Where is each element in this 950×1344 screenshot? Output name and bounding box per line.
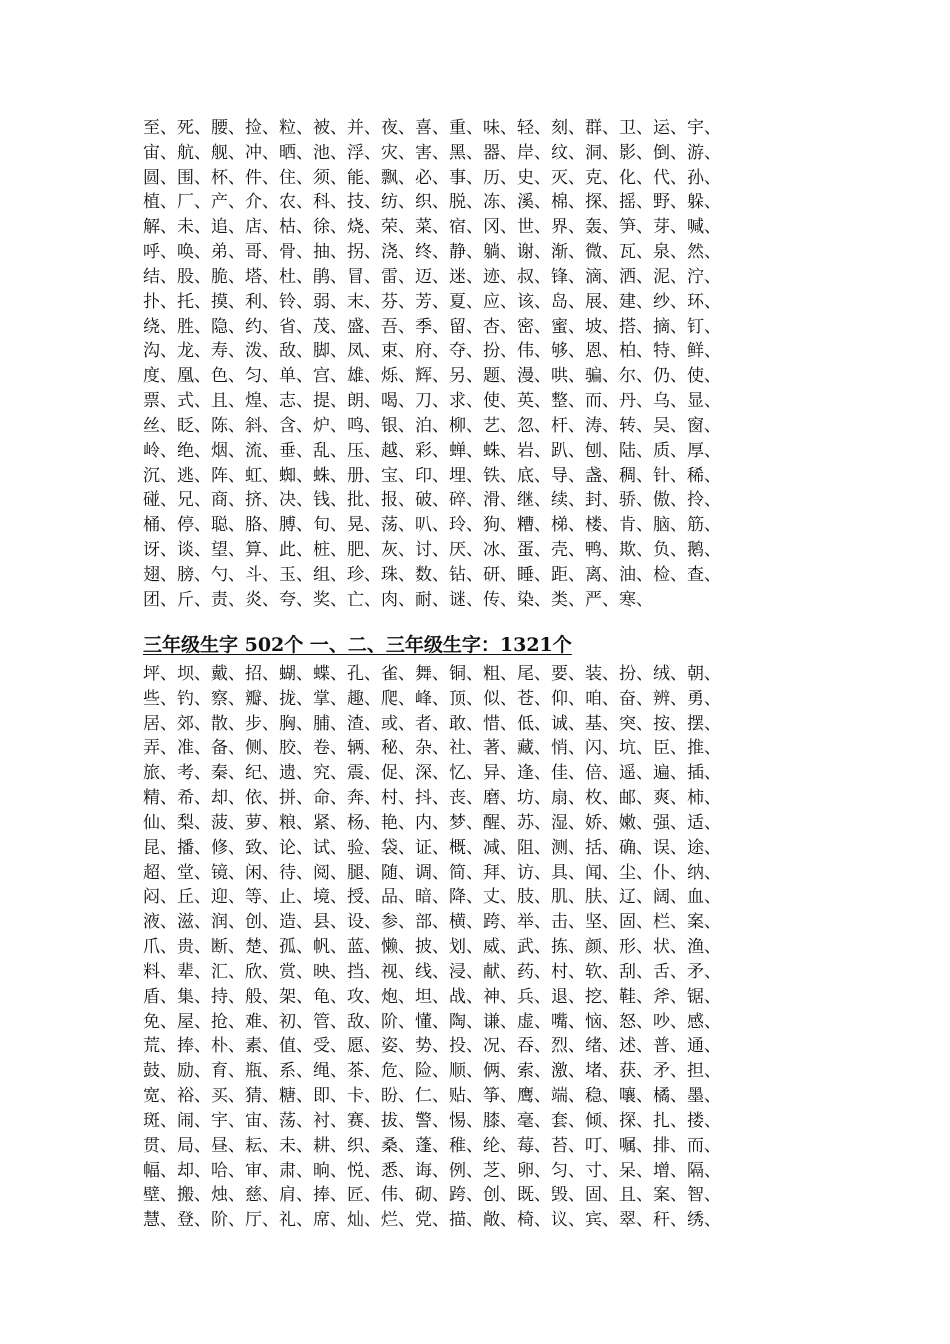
character-line: 翅、膀、勺、斗、玉、组、珍、珠、数、钻、研、睡、距、离、油、检、查、: [143, 564, 721, 585]
character-line: 植、厂、产、介、农、科、技、纺、织、脱、冻、溪、棉、探、摇、野、躲、: [143, 192, 721, 213]
character-line: 料、辈、汇、欣、赏、映、挡、视、线、浸、献、药、村、软、刮、舌、矛、: [143, 961, 721, 982]
character-line: 精、希、却、依、拼、命、奔、村、抖、丧、磨、坊、扇、枚、邮、爽、柿、: [143, 788, 721, 809]
character-line: 超、堂、镜、闲、待、阅、腿、随、调、简、拜、访、具、闻、尘、仆、纳、: [143, 862, 721, 883]
character-line: 昆、播、修、致、论、试、验、袋、证、概、减、阻、测、括、确、误、途、: [143, 837, 721, 858]
character-line: 免、屋、抢、难、初、管、敌、阶、懂、陶、谦、虚、嘴、恼、怒、吵、感、: [143, 1011, 721, 1032]
character-line: 旅、考、秦、纪、遗、究、震、促、深、忆、异、逢、佳、倍、遥、遍、插、: [143, 763, 721, 784]
character-line: 慧、登、阶、厅、礼、席、灿、烂、党、描、敞、椅、议、宾、翠、秆、绣、: [143, 1210, 721, 1231]
character-line: 解、未、追、店、枯、徐、烧、荣、菜、宿、冈、世、界、轰、笋、芽、喊、: [143, 217, 721, 238]
character-line: 盾、集、持、般、架、龟、攻、炮、坦、战、神、兵、退、挖、鞋、斧、锯、: [143, 986, 721, 1007]
character-line: 碰、兄、商、挤、决、钱、批、报、破、碎、滑、继、续、封、骄、傲、拎、: [143, 490, 721, 511]
character-line: 仙、梨、菠、萝、粮、紧、杨、艳、内、梦、醒、苏、湿、娇、嫩、强、适、: [143, 812, 721, 833]
character-line: 沉、逃、阵、虹、蜘、蛛、册、宝、印、埋、铁、底、导、盏、稠、针、稀、: [143, 465, 721, 486]
character-line: 液、滋、润、创、造、县、设、参、部、横、跨、举、击、坚、固、栏、案、: [143, 912, 721, 933]
character-line: 宽、裕、买、猜、糖、即、卡、盼、仁、贴、筝、鹰、端、稳、嚷、橘、墨、: [143, 1086, 721, 1107]
character-line: 斑、闹、宇、宙、荡、衬、赛、拔、警、惕、膝、毫、套、倾、探、扎、搂、: [143, 1110, 721, 1131]
character-line: 沟、龙、寿、泼、敌、脚、凤、束、府、夺、扮、伟、够、恩、柏、特、鲜、: [143, 341, 721, 362]
character-line: 弄、准、备、侧、胶、卷、辆、秘、杂、社、著、藏、悄、闪、坑、臣、推、: [143, 738, 721, 759]
character-line: 呼、唤、弟、哥、骨、抽、拐、浇、终、静、躺、谢、渐、微、瓦、泉、然、: [143, 242, 721, 263]
character-line: 度、凰、色、匀、单、宫、雄、烁、辉、另、题、漫、哄、骗、尔、仍、使、: [143, 366, 721, 387]
character-line: 些、钓、察、瓣、拢、掌、趣、爬、峰、顶、似、苍、仰、咱、奋、辨、勇、: [143, 688, 721, 709]
character-line: 壁、搬、烛、慈、肩、捧、匠、伟、砌、跨、创、既、毁、固、且、案、智、: [143, 1185, 721, 1206]
character-line: 团、斤、责、炎、夸、奖、亡、肉、耐、谜、传、染、类、严、寒、: [143, 589, 653, 610]
character-list-block-1: [143, 116, 823, 613]
character-line: 讶、谈、望、算、此、桩、肥、灰、讨、厌、冰、蛋、壳、鸭、欺、负、鹅、: [143, 540, 721, 561]
character-line: 丝、眨、陈、斜、含、炉、鸣、银、泊、柳、艺、忽、杆、涛、转、吴、窗、: [143, 415, 721, 436]
character-line: 坪、坝、戴、招、蝴、蝶、孔、雀、舞、铜、粗、尾、要、装、扮、绒、朝、: [143, 664, 721, 684]
character-line: 幅、却、哈、审、肃、晌、悦、悉、诲、例、芝、卵、匀、寸、呆、增、隔、: [143, 1160, 721, 1181]
character-line: 桶、停、聪、胳、膊、旬、晃、荡、叭、玲、狗、糟、梯、楼、肯、脑、筋、: [143, 515, 721, 536]
section-heading: 三年级生字 502个 一、二、三年级生字：1321个: [143, 634, 572, 656]
character-line: 圆、围、杯、件、住、须、能、飘、必、事、历、史、灭、克、化、代、孙、: [143, 167, 721, 188]
character-line: 居、郊、散、步、胸、脯、渣、或、者、敢、惜、低、诚、基、突、按、摆、: [143, 713, 721, 734]
character-list-block-2: [143, 662, 823, 1233]
character-line: 贯、局、昼、耘、未、耕、织、桑、蓬、稚、纶、莓、苔、叮、嘱、排、而、: [143, 1135, 721, 1156]
character-line: 岭、绝、烟、流、垂、乱、压、越、彩、蝉、蛛、岩、趴、刨、陆、质、厚、: [143, 440, 721, 461]
character-line: 鼓、励、育、瓶、系、绳、茶、危、险、顺、俩、索、激、堵、获、矛、担、: [143, 1061, 721, 1082]
character-line: 结、股、脆、塔、杜、鹃、冒、雷、迈、迷、迹、叔、锋、滴、洒、泥、泞、: [143, 266, 721, 287]
character-line: 票、式、且、煌、志、提、朗、喝、刀、求、使、英、整、而、丹、乌、显、: [143, 391, 721, 412]
character-line: 扑、托、摸、利、铃、弱、末、芬、芳、夏、应、该、岛、展、建、纱、环、: [143, 291, 721, 312]
character-line: 至、死、腰、捡、粒、被、并、夜、喜、重、味、轻、刻、群、卫、运、宇、: [143, 118, 721, 138]
character-line: 闷、丘、迎、等、止、境、授、品、暗、降、丈、肢、肌、肤、辽、阔、血、: [143, 887, 721, 908]
character-line: 绕、胜、隐、约、省、茂、盛、吾、季、留、杏、密、蜜、坡、搭、摘、钉、: [143, 316, 721, 337]
character-line: 宙、航、舰、冲、晒、池、浮、灾、害、黑、器、岸、纹、洞、影、倒、游、: [143, 142, 721, 163]
character-line: 爪、贵、断、楚、孤、帆、蓝、懒、披、划、威、武、拣、颜、形、状、渔、: [143, 937, 721, 958]
character-line: 荒、捧、朴、素、值、受、愿、姿、势、投、况、吞、烈、绪、述、普、通、: [143, 1036, 721, 1057]
